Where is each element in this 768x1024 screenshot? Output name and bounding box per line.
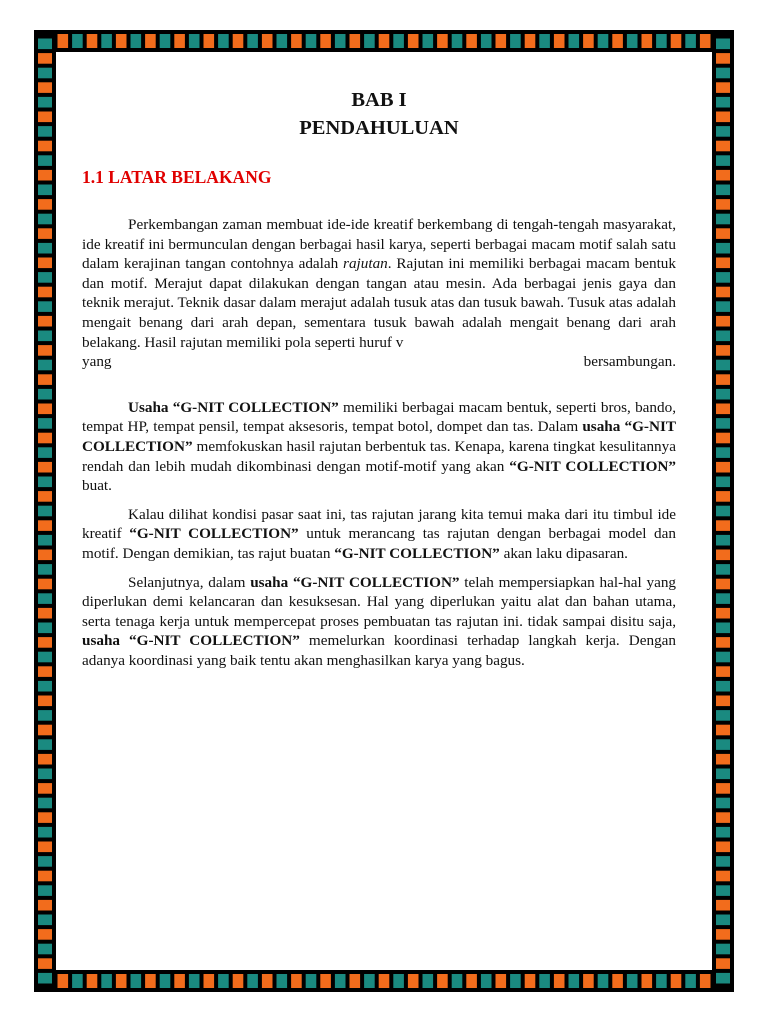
border-tile <box>306 34 317 48</box>
border-tile <box>38 243 52 254</box>
paragraph-3-text-2: untuk merancang tas rajutan dengan berbagai model dan motif. Dengan demikian, tas rajut buatan <box>82 525 676 562</box>
paragraph-4-text-2: telah mempersiapkan hal-hal yang diperlukan demi kelancaran dan kesuksesan. Hal yang diperlukan yaitu alat dan bahan utama, serta tenaga kerja untuk mempercepat proses pembuatan tas rajutan ini. tidak sampai disitu saja, <box>82 573 677 630</box>
paragraph-3-text-1: Kalau dilihat kondisi pasar saat ini, tas rajutan jarang kita temui maka dari itu timbul ide kreatif <box>82 505 676 543</box>
border-tile <box>716 53 730 64</box>
border-tile <box>38 170 52 181</box>
border-tile <box>38 915 52 926</box>
border-tile <box>716 228 730 239</box>
border-tile <box>204 34 215 48</box>
border-tile <box>671 34 682 48</box>
border-tile <box>716 141 730 152</box>
border-tile <box>38 798 52 809</box>
border-tile <box>38 666 52 677</box>
border-tile <box>233 974 244 988</box>
border-tile <box>38 126 52 137</box>
paragraph-3 <box>82 505 676 564</box>
paragraph-2-text-3: buat. <box>82 477 112 495</box>
border-tile <box>291 974 302 988</box>
border-right-pattern <box>712 30 734 992</box>
border-tile <box>38 462 52 473</box>
border-tile <box>335 974 346 988</box>
border-tile <box>38 769 52 780</box>
border-tile <box>38 258 52 269</box>
border-tile <box>38 871 52 882</box>
border-tile <box>716 915 730 926</box>
border-tile <box>131 974 142 988</box>
border-tile <box>583 34 594 48</box>
border-tile <box>218 34 229 48</box>
border-tile <box>539 974 550 988</box>
border-tile <box>716 170 730 181</box>
border-tile <box>350 34 361 48</box>
border-tile <box>716 520 730 531</box>
border-tile <box>716 112 730 123</box>
border-tile <box>38 623 52 634</box>
border-tile <box>233 34 244 48</box>
paragraph-2-bold-3: “G-NIT COLLECTION” <box>509 457 676 475</box>
border-tile <box>716 579 730 590</box>
border-tile <box>72 974 83 988</box>
border-tile <box>38 637 52 648</box>
border-tile <box>58 34 69 48</box>
border-tile <box>716 214 730 225</box>
border-tile <box>38 520 52 531</box>
border-tile <box>116 34 127 48</box>
border-tile <box>716 608 730 619</box>
paragraph-4-bold-2: usaha “G-NIT COLLECTION” <box>82 632 300 650</box>
border-tile <box>38 360 52 371</box>
border-tile <box>131 34 142 48</box>
border-tile <box>496 974 507 988</box>
border-tile <box>685 34 696 48</box>
border-tile <box>716 623 730 634</box>
border-tile <box>277 974 288 988</box>
border-tile <box>38 535 52 546</box>
border-tile <box>716 258 730 269</box>
paragraph-4-text-3: memelurkan koordinasi terhadap langkah kerja. Dengan adanya koordinasi yang baik tentu akan menghasilkan karya yang bagus. <box>82 632 677 669</box>
decorative-border-left <box>34 30 56 992</box>
border-tile <box>685 974 696 988</box>
border-tile <box>38 214 52 225</box>
border-tile <box>716 944 730 955</box>
border-tile <box>583 974 594 988</box>
paragraph-1-italic: rajutan <box>343 255 388 273</box>
paragraph-4-text-1: Selanjutnya, dalam <box>128 573 251 591</box>
border-tile <box>38 958 52 969</box>
decorative-border-right <box>712 30 734 992</box>
border-tile <box>72 34 83 48</box>
border-tile <box>716 389 730 400</box>
border-tile <box>716 287 730 298</box>
border-tile <box>277 34 288 48</box>
border-tile <box>364 974 375 988</box>
border-tile <box>306 974 317 988</box>
border-tile <box>716 301 730 312</box>
border-tile <box>408 974 419 988</box>
border-tile <box>642 34 653 48</box>
border-tile <box>716 68 730 79</box>
border-tile <box>716 710 730 721</box>
border-tile <box>38 374 52 385</box>
border-tile <box>145 34 156 48</box>
border-tile <box>204 974 215 988</box>
decorative-border-top <box>34 30 734 52</box>
border-tile <box>700 974 711 988</box>
paragraph-4-bold-1: usaha “G-NIT COLLECTION” <box>250 573 460 591</box>
border-tile <box>612 974 623 988</box>
border-tile <box>38 477 52 488</box>
border-tile <box>510 974 521 988</box>
border-tile <box>38 856 52 867</box>
border-tile <box>38 316 52 327</box>
border-tile <box>716 272 730 283</box>
border-tile <box>656 974 667 988</box>
border-tile <box>716 783 730 794</box>
paragraph-4 <box>82 573 676 671</box>
border-tile <box>716 360 730 371</box>
border-tile <box>716 418 730 429</box>
border-tile <box>716 155 730 166</box>
border-tile <box>716 243 730 254</box>
border-tile <box>525 974 536 988</box>
border-tile <box>525 34 536 48</box>
border-tile <box>656 34 667 48</box>
paragraph-2-text-1: memiliki berbagai macam bentuk, seperti bros, bando, tempat HP, tempat pensil, tempat aksesoris, tempat botol, dompet dan tas. Dalam <box>82 398 677 436</box>
border-tile <box>716 97 730 108</box>
border-tile <box>38 331 52 342</box>
border-tile <box>335 34 346 48</box>
border-tile <box>116 974 127 988</box>
border-tile <box>38 185 52 196</box>
border-tile <box>716 535 730 546</box>
border-tile <box>716 725 730 736</box>
border-tile <box>716 593 730 604</box>
border-tile <box>38 550 52 561</box>
border-tile <box>393 34 404 48</box>
border-tile <box>38 68 52 79</box>
paragraph-1-last-line: yang bersambungan. <box>82 353 676 371</box>
border-tile <box>320 34 331 48</box>
border-tile <box>716 331 730 342</box>
border-tile <box>38 900 52 911</box>
border-tile <box>38 944 52 955</box>
border-tile <box>38 155 52 166</box>
border-tile <box>189 34 200 48</box>
border-bottom-pattern <box>34 970 734 992</box>
border-tile <box>38 842 52 853</box>
border-tile <box>38 345 52 356</box>
border-tile <box>379 34 390 48</box>
border-tile <box>716 316 730 327</box>
border-tile <box>38 301 52 312</box>
border-tile <box>569 34 580 48</box>
border-tile <box>554 974 565 988</box>
border-tile <box>716 739 730 750</box>
border-tile <box>598 974 609 988</box>
border-tile <box>87 34 98 48</box>
border-tile <box>627 974 638 988</box>
border-tile <box>160 974 171 988</box>
border-tile <box>38 564 52 575</box>
border-tile <box>569 974 580 988</box>
border-tile <box>716 798 730 809</box>
border-tile <box>38 827 52 838</box>
border-tile <box>716 900 730 911</box>
border-tile <box>716 696 730 707</box>
border-tile <box>38 783 52 794</box>
paragraph-2 <box>82 398 676 496</box>
border-tile <box>716 199 730 210</box>
border-tile <box>262 974 273 988</box>
document-body <box>82 86 676 670</box>
border-tile <box>716 769 730 780</box>
border-tile <box>38 696 52 707</box>
border-tile <box>700 34 711 48</box>
border-tile <box>145 974 156 988</box>
border-tile <box>437 34 448 48</box>
border-tile <box>466 34 477 48</box>
border-tile <box>38 418 52 429</box>
border-tile <box>716 637 730 648</box>
border-tile <box>160 34 171 48</box>
border-tile <box>38 652 52 663</box>
border-tile <box>496 34 507 48</box>
border-tile <box>716 462 730 473</box>
border-tile <box>452 974 463 988</box>
border-tile <box>38 39 52 50</box>
border-tile <box>481 34 492 48</box>
border-tile <box>716 374 730 385</box>
border-tile <box>38 506 52 517</box>
border-tile <box>716 564 730 575</box>
border-tile <box>38 53 52 64</box>
section-heading: 1.1 LATAR BELAKANG <box>82 167 272 187</box>
border-tile <box>716 871 730 882</box>
border-tile <box>716 666 730 677</box>
border-tile <box>379 974 390 988</box>
border-tile <box>716 754 730 765</box>
border-tile <box>38 725 52 736</box>
border-tile <box>38 973 52 984</box>
border-tile <box>716 433 730 444</box>
border-tile <box>38 754 52 765</box>
border-tile <box>38 929 52 940</box>
border-tile <box>716 958 730 969</box>
border-tile <box>38 579 52 590</box>
border-tile <box>466 974 477 988</box>
border-tile <box>291 34 302 48</box>
border-tile <box>716 477 730 488</box>
border-tile <box>481 974 492 988</box>
border-tile <box>38 812 52 823</box>
border-tile <box>554 34 565 48</box>
border-tile <box>38 681 52 692</box>
border-tile <box>716 842 730 853</box>
border-tile <box>716 506 730 517</box>
border-left-pattern <box>34 30 56 992</box>
border-tile <box>87 974 98 988</box>
paragraph-3-bold-2: “G-NIT COLLECTION” <box>334 544 500 562</box>
decorative-border-bottom <box>34 970 734 992</box>
border-top-pattern <box>34 30 734 52</box>
border-tile <box>38 272 52 283</box>
border-tile <box>612 34 623 48</box>
border-tile <box>38 491 52 502</box>
border-tile <box>716 812 730 823</box>
border-tile <box>716 973 730 984</box>
border-tile <box>716 856 730 867</box>
border-tile <box>423 34 434 48</box>
paragraph-3-bold-1: “G-NIT COLLECTION” <box>129 525 299 543</box>
chapter-subtitle: PENDAHULUAN <box>299 117 459 139</box>
border-tile <box>262 34 273 48</box>
border-tile <box>423 974 434 988</box>
border-tile <box>716 681 730 692</box>
border-tile <box>38 228 52 239</box>
paragraph-1 <box>82 215 676 352</box>
paragraph-2-bold-2: usaha “G-NIT COLLECTION” <box>82 418 676 455</box>
border-tile <box>38 141 52 152</box>
border-tile <box>38 885 52 896</box>
border-tile <box>174 974 185 988</box>
border-tile <box>716 39 730 50</box>
border-tile <box>38 608 52 619</box>
border-tile <box>38 97 52 108</box>
border-tile <box>189 974 200 988</box>
border-tile <box>539 34 550 48</box>
border-tile <box>38 82 52 93</box>
border-tile <box>627 34 638 48</box>
border-tile <box>350 974 361 988</box>
border-tile <box>716 345 730 356</box>
border-tile <box>510 34 521 48</box>
border-tile <box>364 34 375 48</box>
border-tile <box>38 433 52 444</box>
border-tile <box>38 710 52 721</box>
border-tile <box>452 34 463 48</box>
border-tile <box>642 974 653 988</box>
border-tile <box>716 404 730 415</box>
border-tile <box>38 112 52 123</box>
paragraph-2-text-2: memfokuskan hasil rajutan berbentuk tas. Kenapa, karena tingkat kesulitannya rendah dan lebih mudah dikombinasi dengan motif-motif yang akan <box>82 437 676 475</box>
border-tile <box>38 199 52 210</box>
border-tile <box>38 389 52 400</box>
border-tile <box>247 974 258 988</box>
paragraph-3-text-3: akan laku dipasaran. <box>499 544 628 562</box>
border-tile <box>408 34 419 48</box>
border-tile <box>218 974 229 988</box>
border-tile <box>716 447 730 458</box>
border-tile <box>598 34 609 48</box>
border-tile <box>393 974 404 988</box>
border-tile <box>716 491 730 502</box>
border-tile <box>38 404 52 415</box>
border-tile <box>716 82 730 93</box>
border-tile <box>174 34 185 48</box>
border-tile <box>716 126 730 137</box>
border-tile <box>437 974 448 988</box>
paragraph-1-text-b: . Rajutan ini memiliki berbagai macam bentuk dan motif. Merajut dapat dilakukan dengan tangan atau mesin. Ada berbagai jenis gaya dan teknik merajut. Teknik dasar dalam merajut adalah tusuk atas dan tusuk bawah. Tusuk atas adalah mengait benang dari arah depan, sementara tusuk bawah adalah mengait benang dari arah belakang. Hasil rajutan memiliki pola seperti huruf v <box>82 255 676 351</box>
border-tile <box>101 974 112 988</box>
border-tile <box>38 593 52 604</box>
border-tile <box>716 652 730 663</box>
border-tile <box>38 739 52 750</box>
border-tile <box>716 929 730 940</box>
border-tile <box>716 827 730 838</box>
border-tile <box>38 447 52 458</box>
border-tile <box>671 974 682 988</box>
border-tile <box>716 185 730 196</box>
border-tile <box>101 34 112 48</box>
border-tile <box>320 974 331 988</box>
border-tile <box>58 974 69 988</box>
border-tile <box>716 550 730 561</box>
border-tile <box>247 34 258 48</box>
chapter-title: BAB I <box>351 89 407 111</box>
border-tile <box>716 885 730 896</box>
border-tile <box>38 287 52 298</box>
paragraph-2-bold-1: Usaha “G-NIT COLLECTION” <box>128 398 339 416</box>
paragraph-1-text-a: Perkembangan zaman membuat ide-ide kreatif berkembang di tengah-tengah masyarakat, ide kreatif ini bermunculan dengan berbagai hasil karya, seperti berbagai macam motif salah satu dalam kerajinan tangan contohnya adalah <box>82 216 676 273</box>
